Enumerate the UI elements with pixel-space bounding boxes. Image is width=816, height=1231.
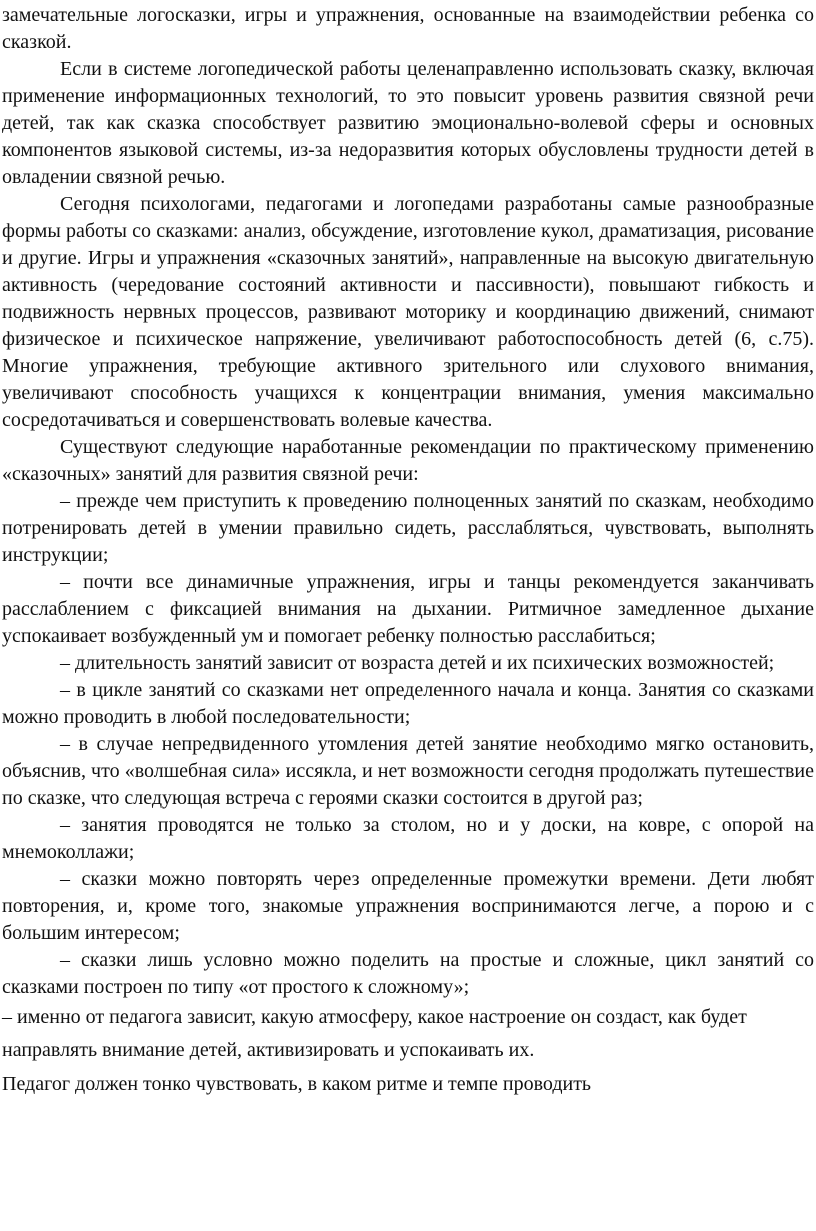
paragraph-recommendations-intro: Существуют следующие наработанные рекомендации по практическому применению «сказочных» занятий для развития связной речи: [2, 436, 814, 485]
paragraph-continuation: замечательные логосказки, игры и упражнения, основанные на взаимодействии ребенка со сказкой. [2, 4, 814, 53]
list-item-location: – занятия проводятся не только за столом, но и у доски, на ковре, с опорой на мнемоколлажи; [2, 814, 814, 863]
list-item-repetition: – сказки можно повторять через определенные промежутки времени. Дети любят повторения, и, кроме того, знакомые упражнения воспринимаются легче, а порою и с большим интересом; [2, 868, 814, 944]
paragraph-forms-of-work: Сегодня психологами, педагогами и логопедами разработаны самые разнообразные формы работы со сказками: анализ, обсуждение, изготовление кукол, драматизация, рисование и другие. Игры и упражнения «сказочных занятий», направленные на высокую двигательную активность (чередование состояний активности и пассивности), повышают гибкость и подвижность нервных процессов, развивают моторику и координацию движений, снимают физическое и психическое напряжение, увеличивают работоспособность детей (6, с.75). Многие упражнения, требующие активного зрительного или слухового внимания, увеличивают способность учащихся к концентрации внимания, умения максимально сосредотачиваться и совершенствовать волевые качества. [2, 193, 814, 431]
list-item-complexity: – сказки лишь условно можно поделить на простые и сложные, цикл занятий со сказками построен по типу «от простого к сложному»; [2, 949, 814, 998]
paragraph-hypothesis: Если в системе логопедической работы целенаправленно использовать сказку, включая применение информационных технологий, то это повысит уровень развития связной речи детей, так как сказка способствует развитию эмоционально-волевой сферы и основных компонентов языковой системы, из-за недоразвития которых обусловлены трудности детей в овладении связной речью. [2, 58, 814, 188]
list-item-fatigue: – в случае непредвиденного утомления детей занятие необходимо мягко остановить, объяснив, что «волшебная сила» иссякла, и нет возможности сегодня продолжать путешествие по сказке, что следующая встреча с героями сказки состоится в другой раз; [2, 733, 814, 809]
paragraph-final-fragment: Педагог должен тонко чувствовать, в каком ритме и темпе проводить [2, 1073, 592, 1095]
list-item-teacher-role: – именно от педагога зависит, какую атмосферу, какое настроение он создаст, как будет направлять внимание детей, активизировать и успокаивать их. [2, 1006, 747, 1061]
list-item-training: – прежде чем приступить к проведению полноценных занятий по сказкам, необходимо потренировать детей в умении правильно сидеть, расслабляться, чувствовать, выполнять инструкции; [2, 490, 814, 566]
list-item-sequence: – в цикле занятий со сказками нет определенного начала и конца. Занятия со сказками можно проводить в любой последовательности; [2, 679, 814, 728]
list-item-relaxation: – почти все динамичные упражнения, игры и танцы рекомендуется заканчивать расслаблением с фиксацией внимания на дыхании. Ритмичное замедленное дыхание успокаивает возбужденный ум и помогает ребенку полностью расслабиться; [2, 571, 814, 647]
list-item-duration: – длительность занятий зависит от возраста детей и их психических возможностей; [60, 652, 775, 674]
